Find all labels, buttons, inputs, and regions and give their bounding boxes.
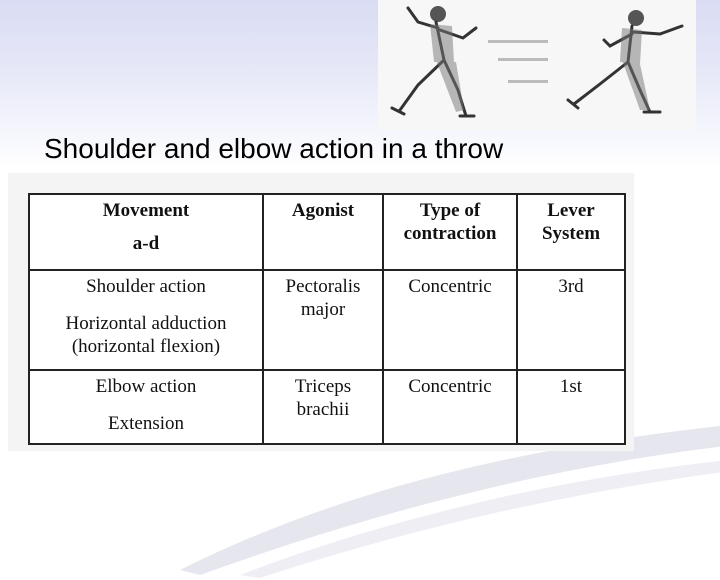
cell-movement: Shoulder action Horizontal adduction (horizontal flexion) (29, 270, 263, 370)
cell-agonist: Triceps brachii (263, 370, 383, 444)
table-row (29, 370, 625, 444)
header-contraction: Type of contraction (383, 194, 517, 270)
cell-lever: 3rd (517, 270, 625, 370)
slide-title: Shoulder and elbow action in a throw (44, 133, 504, 164)
lever-system-table (28, 193, 626, 445)
lever-table-panel (8, 173, 634, 451)
header-movement: Movement a-d (29, 194, 263, 270)
cell-agonist: Pectoralis major (263, 270, 383, 370)
thrower-sketch-icon (378, 0, 696, 130)
header-lever: Lever System (517, 194, 625, 270)
cell-contraction: Concentric (383, 370, 517, 444)
cell-movement: Elbow action Extension (29, 370, 263, 444)
cell-contraction: Concentric (383, 270, 517, 370)
table-header-row (29, 194, 625, 270)
header-agonist: Agonist (263, 194, 383, 270)
table-row (29, 270, 625, 370)
throwing-figures-image (378, 0, 696, 130)
cell-lever: 1st (517, 370, 625, 444)
